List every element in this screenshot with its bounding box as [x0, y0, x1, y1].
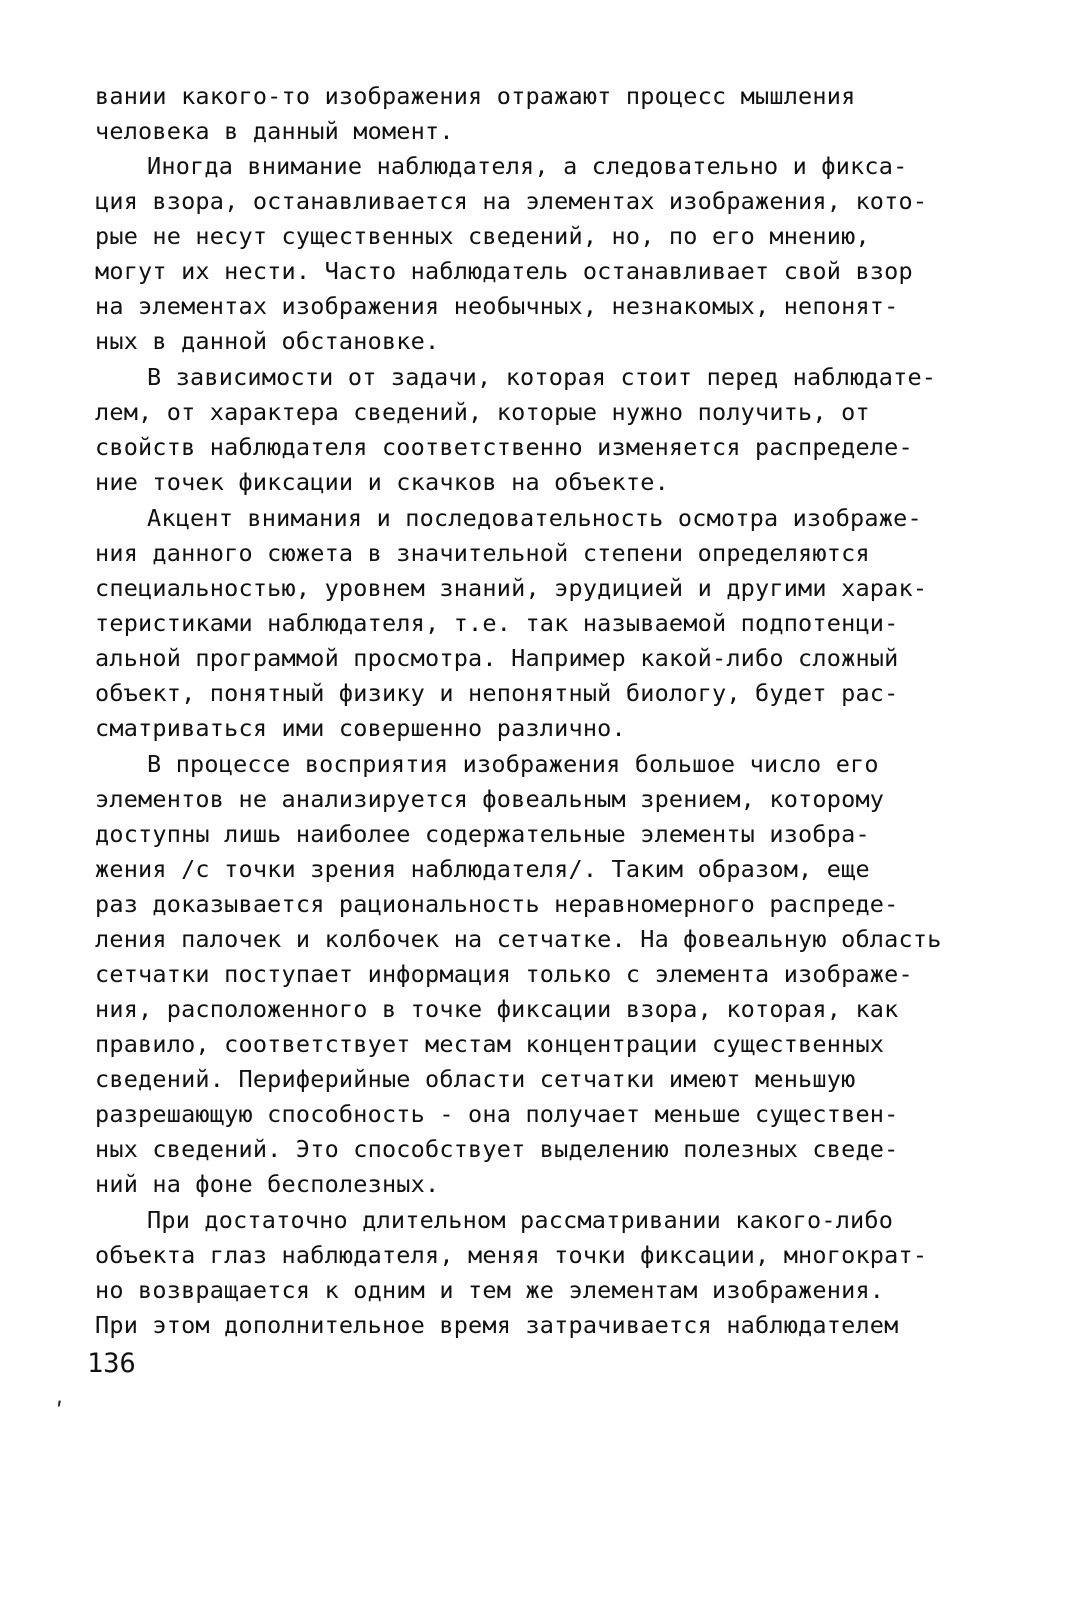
- text-line: сетчатки поступает информация только с элемента изображе-: [95, 960, 913, 988]
- text-line: вании какого-то изображения отражают процесс мышления: [95, 82, 856, 110]
- text-line: разрешающую способность - она получает меньше существен-: [95, 1100, 899, 1128]
- paragraph-first-line: В процессе восприятия изображения большое число его: [147, 750, 879, 778]
- stray-ink-mark: ʹ: [56, 1398, 63, 1426]
- text-line: но возвращается к одним и тем же элементам изображения.: [95, 1276, 885, 1304]
- text-line: альной программой просмотра. Например какой-либо сложный: [95, 644, 899, 672]
- text-line: объекта глаз наблюдателя, меняя точки фиксации, многократ-: [95, 1241, 928, 1269]
- text-line: объект, понятный физику и непонятный биологу, будет рас-: [95, 679, 899, 707]
- text-line: ний на фоне бесполезных.: [95, 1170, 440, 1198]
- text-line: ных в данной обстановке.: [95, 327, 440, 355]
- text-line: жения /с точки зрения наблюдателя/. Таким образом, еще: [95, 855, 870, 883]
- text-line: рые не несут существенных сведений, но, по его мнению,: [95, 222, 870, 250]
- text-line: раз доказывается рациональность неравномерного распреде-: [95, 890, 899, 918]
- paragraph-first-line: Акцент внимания и последовательность осмотра изображе-: [147, 504, 922, 532]
- page-number: 136: [87, 1348, 136, 1379]
- text-line: лем, от характера сведений, которые нужно получить, от: [95, 398, 870, 426]
- text-line: сматриваться ими совершенно различно.: [95, 714, 626, 742]
- paragraph-first-line: Иногда внимание наблюдателя, а следовательно и фикса-: [147, 152, 908, 180]
- text-line: ных сведений. Это способствует выделению полезных сведе-: [95, 1135, 899, 1163]
- text-line: специальностью, уровнем знаний, эрудицией и другими харак-: [95, 574, 928, 602]
- text-line: на элементах изображения необычных, незнакомых, непонят-: [95, 292, 899, 320]
- text-line: правило, соответствует местам концентрации существенных: [95, 1030, 885, 1058]
- text-line: доступны лишь наиболее содержательные элементы изобра-: [95, 820, 870, 848]
- text-line: элементов не анализируется фовеальным зрением, которому: [95, 785, 885, 813]
- text-line: человека в данный момент.: [95, 117, 454, 145]
- text-line: ния данного сюжета в значительной степени определяются: [95, 539, 870, 567]
- text-line: теристиками наблюдателя, т.е. так называемой подпотенци-: [95, 609, 899, 637]
- text-line: могут их нести. Часто наблюдатель останавливает свой взор: [95, 257, 913, 285]
- text-line: При этом дополнительное время затрачивается наблюдателем: [95, 1311, 899, 1339]
- paragraph-first-line: При достаточно длительном рассматривании какого-либо: [147, 1206, 894, 1234]
- text-line: ления палочек и колбочек на сетчатке. На фовеальную область: [95, 925, 942, 953]
- text-line: свойств наблюдателя соответственно изменяется распределе-: [95, 433, 913, 461]
- text-line: ния, расположенного в точке фиксации взора, которая, как: [95, 995, 899, 1023]
- text-line: сведений. Периферийные области сетчатки имеют меньшую: [95, 1065, 856, 1093]
- paragraph-first-line: В зависимости от задачи, которая стоит перед наблюдате-: [147, 363, 937, 391]
- text-line: ние точек фиксации и скачков на объекте.: [95, 468, 669, 496]
- text-line: ция взора, останавливается на элементах изображения, кото-: [95, 187, 928, 215]
